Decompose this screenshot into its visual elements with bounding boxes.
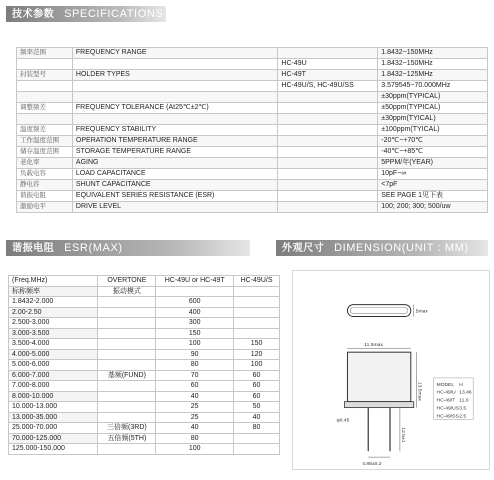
crystal-base	[344, 402, 413, 408]
esr-value-hc49u: 90	[156, 349, 234, 360]
esr-overtone	[98, 412, 156, 423]
legend-row-h: 13.46	[459, 390, 472, 396]
esr-row	[9, 402, 280, 413]
spec-cn: 静电容	[17, 180, 73, 191]
spec-label	[72, 92, 278, 103]
spec-value: 1.8432~150MHz	[378, 59, 488, 70]
esr-freq: 3.500-4.000	[9, 339, 98, 350]
esr-freq: 10.000-13.000	[9, 402, 98, 413]
spec-holder	[278, 125, 378, 136]
legend-row-h: 3.5	[459, 406, 467, 412]
esr-overtone: 三倍频(3RD)	[98, 423, 156, 434]
spec-label: FREQUENCY STABILITY	[72, 125, 278, 136]
spec-header-en: SPECIFICATIONS	[64, 8, 164, 20]
spec-row	[17, 70, 488, 81]
esr-value-hc49u: 600	[156, 297, 234, 308]
spec-label: FREQUENCY TOLERANCE (At25℃±2℃)	[72, 103, 278, 114]
legend-row-h: 2.5	[459, 414, 467, 420]
esr-value-hc49u: 80	[156, 433, 234, 444]
spec-label: STORAGE TEMPERATURE RANGE	[72, 147, 278, 158]
esr-overtone	[98, 328, 156, 339]
esr-freq: 125.000-150.000	[9, 444, 98, 455]
spec-holder	[278, 92, 378, 103]
crystal-body	[347, 352, 410, 401]
spec-value: 5PPM/年(YEAR)	[378, 158, 488, 169]
esr-freq: 70.000-125.000	[9, 433, 98, 444]
esr-row	[9, 412, 280, 423]
spec-cn: 谐振电阻	[17, 191, 73, 202]
spec-cn: 老化率	[17, 158, 73, 169]
esr-row	[9, 328, 280, 339]
esr-value-hc49us: 50	[234, 402, 280, 413]
esr-row	[9, 349, 280, 360]
esr-overtone	[98, 391, 156, 402]
esr-value-hc49us	[234, 444, 280, 455]
spec-cn	[17, 81, 73, 92]
esr-overtone	[98, 349, 156, 360]
spec-label: EQUIVALENT SERIES RESISTANCE (ESR)	[72, 191, 278, 202]
spec-value: -20℃~+70℃	[378, 136, 488, 147]
esr-col-freq: (Freq.MHz)	[9, 276, 98, 287]
spec-holder: HC-49U	[278, 59, 378, 70]
esr-value-hc49us: 100	[234, 360, 280, 371]
spec-cn: 调整频差	[17, 103, 73, 114]
esr-freq: 2.500-3.000	[9, 318, 98, 329]
legend-row-h: 11.0	[459, 398, 469, 404]
spec-label: HOLDER TYPES	[72, 70, 278, 81]
spec-label	[72, 114, 278, 125]
esr-header-row-cn	[9, 286, 280, 297]
esr-value-hc49u: 100	[156, 339, 234, 350]
esr-col-hc49u: HC-49U or HC-49T	[156, 276, 234, 287]
esr-value-hc49us	[234, 328, 280, 339]
esr-overtone: 五倍频(5TH)	[98, 433, 156, 444]
esr-header-row	[9, 276, 280, 287]
esr-overtone	[98, 402, 156, 413]
esr-value-hc49us: 150	[234, 339, 280, 350]
dim-lead-label: 12.5±1	[399, 427, 405, 443]
spec-cn: 负载电容	[17, 169, 73, 180]
legend-row: HC-49/T	[436, 398, 456, 404]
dim-lead-dia-label: φ0.45	[336, 418, 350, 424]
spec-holder	[278, 147, 378, 158]
esr-value-hc49u: 400	[156, 307, 234, 318]
spec-label: SHUNT CAPACITANCE	[72, 180, 278, 191]
esr-row	[9, 307, 280, 318]
spec-row	[17, 202, 488, 213]
spec-holder	[278, 103, 378, 114]
esr-value-hc49us	[234, 433, 280, 444]
specifications-table	[16, 47, 488, 213]
legend-row: HC-49/U	[436, 390, 456, 396]
spec-row	[17, 48, 488, 59]
spec-row	[17, 147, 488, 158]
esr-overtone: 基频(FUND)	[98, 370, 156, 381]
spec-cn: 激励电平	[17, 202, 73, 213]
esr-value-hc49u: 40	[156, 423, 234, 434]
dim-header-en: DIMENSION(UNIT : MM)	[334, 242, 469, 254]
esr-value-hc49u: 300	[156, 318, 234, 329]
crystal-top-view	[347, 305, 410, 317]
dimension-svg	[293, 271, 489, 469]
spec-row	[17, 59, 488, 70]
spec-value: 1.8432~150MHz	[378, 48, 488, 59]
esr-row	[9, 360, 280, 371]
dim-depth-label: 5max	[415, 309, 428, 315]
spec-holder	[278, 136, 378, 147]
spec-holder	[278, 48, 378, 59]
esr-value-hc49us: 60	[234, 381, 280, 392]
esr-row	[9, 444, 280, 455]
esr-value-hc49u: 80	[156, 360, 234, 371]
esr-freq: 13.000-35.000	[9, 412, 98, 423]
esr-header	[6, 240, 250, 256]
esr-value-hc49us	[234, 318, 280, 329]
esr-value-hc49us: 120	[234, 349, 280, 360]
esr-overtone	[98, 444, 156, 455]
dimension-drawing	[292, 270, 490, 470]
spec-cn: 频率范围	[17, 48, 73, 59]
spec-value: 1.8432~125MHz	[378, 70, 488, 81]
spec-cn: 温度频差	[17, 125, 73, 136]
esr-freq: 4.000-5.000	[9, 349, 98, 360]
esr-value-hc49u: 25	[156, 402, 234, 413]
esr-value-hc49u: 40	[156, 391, 234, 402]
spec-row	[17, 169, 488, 180]
dim-header-cn: 外观尺寸	[282, 243, 325, 254]
spec-row	[17, 114, 488, 125]
spec-holder	[278, 191, 378, 202]
dim-height-label: 13.5max	[416, 381, 422, 401]
dimension-header	[276, 240, 488, 256]
esr-value-hc49u: 150	[156, 328, 234, 339]
esr-value-hc49u: 70	[156, 370, 234, 381]
esr-freq: 8.000-10.000	[9, 391, 98, 402]
esr-overtone	[98, 307, 156, 318]
spec-label: OPERATION TEMPERATURE RANGE	[72, 136, 278, 147]
spec-label	[72, 59, 278, 70]
spec-row	[17, 191, 488, 202]
esr-row	[9, 381, 280, 392]
esr-freq: 7.000-8.000	[9, 381, 98, 392]
spec-holder	[278, 158, 378, 169]
spec-row	[17, 103, 488, 114]
spec-value: -40℃~+85℃	[378, 147, 488, 158]
spec-row	[17, 158, 488, 169]
spec-value: <7pF	[378, 180, 488, 191]
spec-holder	[278, 180, 378, 191]
esr-col-freq-cn: 标称频率	[9, 286, 98, 297]
esr-header-cn: 谐振电阻	[12, 243, 55, 254]
esr-overtone	[98, 339, 156, 350]
esr-overtone	[98, 318, 156, 329]
esr-row	[9, 297, 280, 308]
esr-row	[9, 370, 280, 381]
esr-value-hc49us: 80	[234, 423, 280, 434]
esr-header-en: ESR(MAX)	[64, 242, 123, 254]
spec-value: ±30ppm(TYPICAL)	[378, 92, 488, 103]
spec-cn: 封装型号	[17, 70, 73, 81]
esr-freq: 6.000-7.000	[9, 370, 98, 381]
esr-freq: 1.8432-2.000	[9, 297, 98, 308]
legend-row-h: H	[459, 382, 463, 388]
spec-header-cn: 技术参数	[12, 9, 55, 20]
legend-row: MODEL	[436, 382, 455, 388]
esr-freq: 2.00-2.50	[9, 307, 98, 318]
esr-value-hc49u: 100	[156, 444, 234, 455]
esr-col-overtone: OVERTONE	[98, 276, 156, 287]
spec-row	[17, 180, 488, 191]
spec-cn	[17, 114, 73, 125]
spec-cn: 储存温度范围	[17, 147, 73, 158]
esr-freq: 5.000-6.000	[9, 360, 98, 371]
spec-value: ±100ppm(TYICAL)	[378, 125, 488, 136]
esr-row	[9, 339, 280, 350]
esr-row	[9, 391, 280, 402]
esr-col-hc49us: HC-49U/S	[234, 276, 280, 287]
spec-value: ±30ppm(TYICAL)	[378, 114, 488, 125]
legend-row: HC-49/US	[436, 406, 460, 412]
spec-cn	[17, 59, 73, 70]
esr-col-overtone-cn: 振动模式	[98, 286, 156, 297]
esr-value-hc49u: 60	[156, 381, 234, 392]
spec-row	[17, 136, 488, 147]
spec-label: AGING	[72, 158, 278, 169]
spec-cn	[17, 92, 73, 103]
esr-value-hc49us	[234, 297, 280, 308]
spec-cn: 工作温度范围	[17, 136, 73, 147]
spec-holder: HC-49T	[278, 70, 378, 81]
esr-freq: 3.000-3.500	[9, 328, 98, 339]
esr-overtone	[98, 381, 156, 392]
spec-value: 100; 200; 300; 500/uw	[378, 202, 488, 213]
legend-row: HC-49/SS	[436, 414, 459, 420]
esr-row	[9, 433, 280, 444]
esr-value-hc49us	[234, 307, 280, 318]
dim-width-label: 11.5max	[364, 343, 383, 349]
spec-value: 10pF~∞	[378, 169, 488, 180]
model-legend	[434, 378, 474, 420]
esr-value-hc49us: 60	[234, 370, 280, 381]
specifications-header	[6, 6, 166, 22]
esr-value-hc49us: 40	[234, 412, 280, 423]
spec-holder: HC-49U/S, HC-49U/SS	[278, 81, 378, 92]
esr-overtone	[98, 297, 156, 308]
spec-row	[17, 92, 488, 103]
esr-row	[9, 423, 280, 434]
spec-label: LOAD CAPACITANCE	[72, 169, 278, 180]
spec-value: 3.579545~70.000MHz	[378, 81, 488, 92]
spec-label: DRIVE LEVEL	[72, 202, 278, 213]
spec-value: SEE PAGE 1见下表	[378, 191, 488, 202]
dim-pitch-label: 4.88±0.2	[362, 462, 382, 468]
spec-holder	[278, 202, 378, 213]
esr-table	[8, 275, 280, 455]
esr-freq: 25.000-70.000	[9, 423, 98, 434]
spec-value: ±50ppm(TYPICAL)	[378, 103, 488, 114]
esr-value-hc49u: 25	[156, 412, 234, 423]
spec-holder	[278, 169, 378, 180]
spec-label: FREQUENCY RANGE	[72, 48, 278, 59]
spec-holder	[278, 114, 378, 125]
esr-row	[9, 318, 280, 329]
esr-value-hc49us: 60	[234, 391, 280, 402]
spec-row	[17, 125, 488, 136]
esr-overtone	[98, 360, 156, 371]
spec-label	[72, 81, 278, 92]
spec-row	[17, 81, 488, 92]
